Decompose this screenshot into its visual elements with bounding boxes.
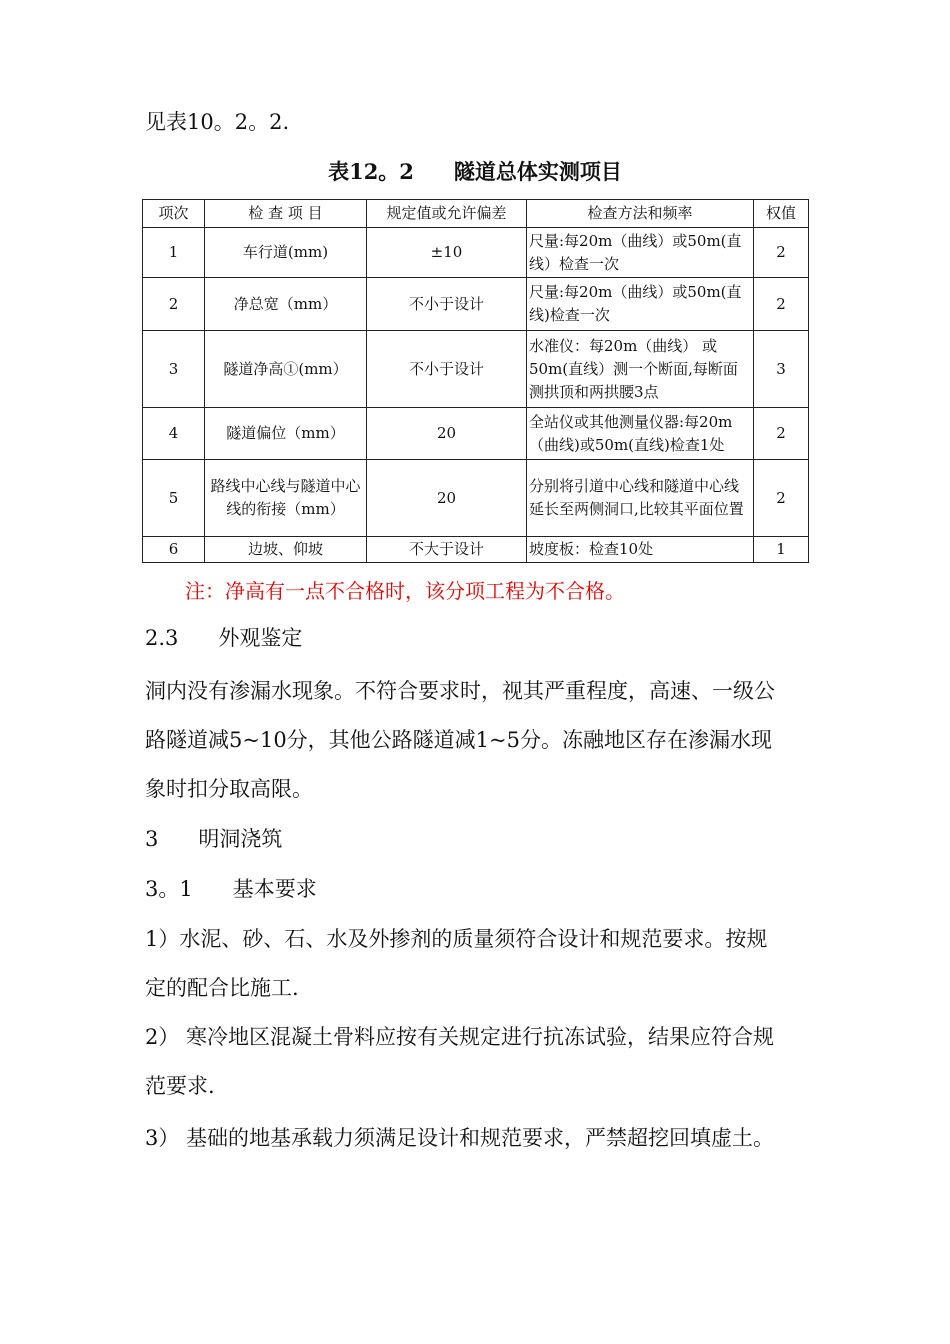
section-title: 外观鉴定 [218,626,303,650]
header-method: 检查方法和频率 [527,200,754,228]
cell-item: 车行道(mm) [205,228,367,278]
cell-weight: 3 [754,331,809,408]
table-row [143,408,809,460]
table-row [143,228,809,278]
cell-no: 6 [143,537,205,563]
table-row [143,460,809,537]
cell-tolerance: 不小于设计 [367,278,527,331]
header-item-no: 项次 [143,200,205,228]
table-row [143,537,809,563]
cell-method: 分别将引道中心线和隧道中心线延长至两侧洞口,比较其平面位置 [527,460,754,537]
cell-item: 路线中心线与隧道中心线的衔接（mm） [205,460,367,537]
list-item-line: 定的配合比施工. [145,976,299,1000]
cell-item: 隧道净高①(mm） [205,331,367,408]
table-row [143,331,809,408]
table-note: 注：净高有一点不合格时，该分项工程为不合格。 [185,579,625,603]
cell-item: 边坡、仰坡 [205,537,367,563]
cell-tolerance: 20 [367,460,527,537]
cell-no: 1 [143,228,205,278]
cell-method: 尺量:每20m（曲线）或50m(直线)检查一次 [527,278,754,331]
paragraph-line: 象时扣分取高限。 [145,777,313,801]
inspection-table [142,199,809,563]
section-title: 基本要求 [232,877,317,901]
section-heading-3-1 [145,875,317,903]
section-title: 明洞浇筑 [198,827,283,851]
cell-tolerance: ±10 [367,228,527,278]
cell-method: 全站仪或其他测量仪器:每20m（曲线)或50m(直线)检查1处 [527,408,754,460]
table-row [143,278,809,331]
table-number: 表12。2 [328,159,414,184]
table-header-row [143,200,809,228]
cell-no: 4 [143,408,205,460]
cell-weight: 2 [754,408,809,460]
section-heading-2-3 [145,624,302,652]
cell-item: 隧道偏位（mm） [205,408,367,460]
cell-method: 尺量:每20m（曲线）或50m(直线）检查一次 [527,228,754,278]
section-number: 3 [145,827,159,851]
cell-weight: 2 [754,460,809,537]
paragraph-line: 洞内没有渗漏水现象。不符合要求时，视其严重程度，高速、一级公 [145,679,775,703]
header-weight: 权值 [754,200,809,228]
cell-weight: 2 [754,278,809,331]
intro-text: 见表10。2。2. [145,110,290,134]
header-tolerance: 规定值或允许偏差 [367,200,527,228]
cell-item: 净总宽（mm） [205,278,367,331]
cell-tolerance: 20 [367,408,527,460]
list-item-line: 1）水泥、砂、石、水及外掺剂的质量须符合设计和规范要求。按规 [145,927,768,951]
paragraph-line: 路隧道减5~10分，其他公路隧道减1~5分。冻融地区存在渗漏水现 [145,728,772,752]
section-number: 3。1 [145,877,193,901]
cell-method: 坡度板：检查10处 [527,537,754,563]
cell-weight: 1 [754,537,809,563]
cell-tolerance: 不大于设计 [367,537,527,563]
cell-no: 3 [143,331,205,408]
cell-method: 水准仪：每20m（曲线） 或50m(直线）测一个断面,每断面测拱顶和两拱腰3点 [527,331,754,408]
list-item-line: 范要求. [145,1074,215,1098]
header-check-item: 检 查 项 目 [205,200,367,228]
table-caption [0,156,950,186]
table-title: 隧道总体实测项目 [453,159,622,184]
list-item-line: 2） 寒冷地区混凝土骨料应按有关规定进行抗冻试验，结果应符合规 [145,1025,775,1049]
cell-weight: 2 [754,228,809,278]
section-number: 2.3 [145,626,179,650]
list-item-line: 3） 基础的地基承载力须满足设计和规范要求，严禁超挖回填虚土。 [145,1126,775,1150]
section-heading-3 [145,825,282,853]
cell-tolerance: 不小于设计 [367,331,527,408]
cell-no: 5 [143,460,205,537]
cell-no: 2 [143,278,205,331]
